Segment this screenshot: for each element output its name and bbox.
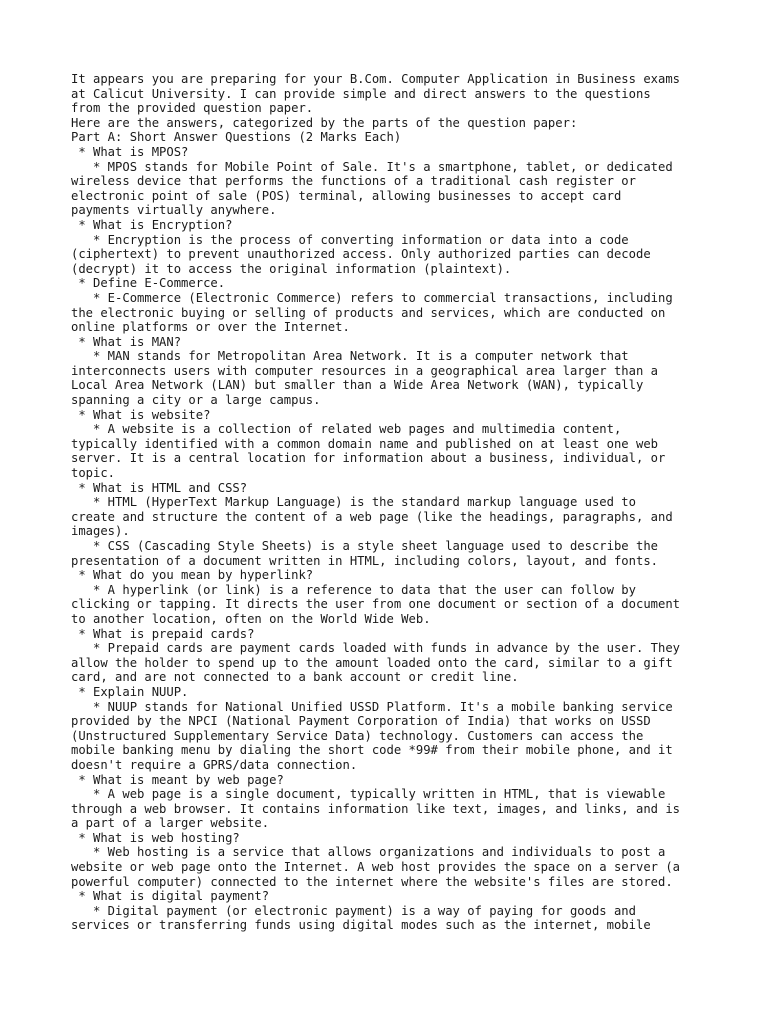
text-line: * What is Encryption? <box>71 217 233 232</box>
text-line: * Explain NUUP. <box>71 684 189 699</box>
text-line: images). <box>71 524 130 539</box>
text-line: * Define E-Commerce. <box>71 276 226 291</box>
text-line: * What is meant by web page? <box>71 772 284 787</box>
text-line: * What is MAN? <box>71 334 182 349</box>
text-line: website or web page onto the Internet. A web host provides the space on a server (a <box>71 860 681 875</box>
text-line: (Unstructured Supplementary Service Data) technology. Customers can access the <box>71 728 644 743</box>
text-line: doesn't require a GPRS/data connection. <box>71 757 358 772</box>
text-line: wireless device that performs the functions of a traditional cash register or <box>71 174 636 189</box>
text-line: * What is website? <box>71 407 211 422</box>
text-line: (ciphertext) to prevent unauthorized access. Only authorized parties can decode <box>71 247 651 262</box>
text-line: * What is web hosting? <box>71 830 240 845</box>
text-line: a part of a larger website. <box>71 816 270 831</box>
text-line: topic. <box>71 466 116 481</box>
text-line: mobile banking menu by dialing the short code *99# from their mobile phone, and it <box>71 743 673 758</box>
text-line: * What is prepaid cards? <box>71 626 255 641</box>
text-line: * HTML (HyperText Markup Language) is the standard markup language used to <box>71 495 636 510</box>
text-line: * What is digital payment? <box>71 889 270 904</box>
text-line: * A web page is a single document, typically written in HTML, that is viewable <box>71 787 666 802</box>
text-line: to another location, often on the World Wide Web. <box>71 611 431 626</box>
text-line: spanning a city or a large campus. <box>71 393 321 408</box>
text-line: * Encryption is the process of converting information or data into a code <box>71 232 629 247</box>
text-line: provided by the NPCI (National Payment Corporation of India) that works on USSD <box>71 714 651 729</box>
text-line: Here are the answers, categorized by the parts of the question paper: <box>71 115 578 130</box>
text-line: online platforms or over the Internet. <box>71 320 350 335</box>
text-line: from the provided question paper. <box>71 101 314 116</box>
text-line: payments virtually anywhere. <box>71 203 277 218</box>
text-line: Local Area Network (LAN) but smaller than a Wide Area Network (WAN), typically <box>71 378 644 393</box>
text-line: server. It is a central location for information about a business, individual, or <box>71 451 666 466</box>
text-line: (decrypt) it to access the original information (plaintext). <box>71 261 512 276</box>
text-line: card, and are not connected to a bank account or credit line. <box>71 670 519 685</box>
text-line: create and structure the content of a web page (like the headings, paragraphs, and <box>71 509 673 524</box>
text-line: * Prepaid cards are payment cards loaded with funds in advance by the user. They <box>71 641 681 656</box>
text-line: * Digital payment (or electronic payment) is a way of paying for goods and <box>71 903 636 918</box>
text-line: the electronic buying or selling of products and services, which are conducted on <box>71 305 666 320</box>
text-line: * MAN stands for Metropolitan Area Network. It is a computer network that <box>71 349 629 364</box>
text-line: * NUUP stands for National Unified USSD Platform. It's a mobile banking service <box>71 699 673 714</box>
document-page <box>71 72 711 933</box>
text-line: presentation of a document written in HTML, including colors, layout, and fonts. <box>71 553 658 568</box>
text-line: * CSS (Cascading Style Sheets) is a style sheet language used to describe the <box>71 539 658 553</box>
text-line: * E-Commerce (Electronic Commerce) refers to commercial transactions, including <box>71 290 673 305</box>
text-line: * What is HTML and CSS? <box>71 480 248 495</box>
text-line: clicking or tapping. It directs the user from one document or section of a document <box>71 597 681 612</box>
text-line: * Web hosting is a service that allows organizations and individuals to post a <box>71 845 666 860</box>
text-line: * What do you mean by hyperlink? <box>71 568 314 583</box>
text-line: Part A: Short Answer Questions (2 Marks Each) <box>71 130 402 145</box>
text-line: * A hyperlink (or link) is a reference to data that the user can follow by <box>71 582 636 597</box>
text-line: at Calicut University. I can provide simple and direct answers to the questions <box>71 86 651 101</box>
text-line: It appears you are preparing for your B.Com. Computer Application in Business exams <box>71 72 681 86</box>
text-line: interconnects users with computer resources in a geographical area larger than a <box>71 363 658 378</box>
text-line: through a web browser. It contains information like text, images, and links, and is <box>71 801 681 816</box>
text-line: services or transferring funds using digital modes such as the internet, mobile <box>71 918 651 933</box>
text-line: electronic point of sale (POS) terminal, allowing businesses to accept card <box>71 188 622 203</box>
text-line: allow the holder to spend up to the amount loaded onto the card, similar to a gift <box>71 655 673 670</box>
text-line: * MPOS stands for Mobile Point of Sale. It's a smartphone, tablet, or dedicated <box>71 159 673 174</box>
text-line: * What is MPOS? <box>71 144 189 159</box>
text-line: typically identified with a common domain name and published on at least one web <box>71 436 658 451</box>
text-line: powerful computer) connected to the internet where the website's files are stored. <box>71 874 673 889</box>
text-line: * A website is a collection of related web pages and multimedia content, <box>71 422 622 437</box>
